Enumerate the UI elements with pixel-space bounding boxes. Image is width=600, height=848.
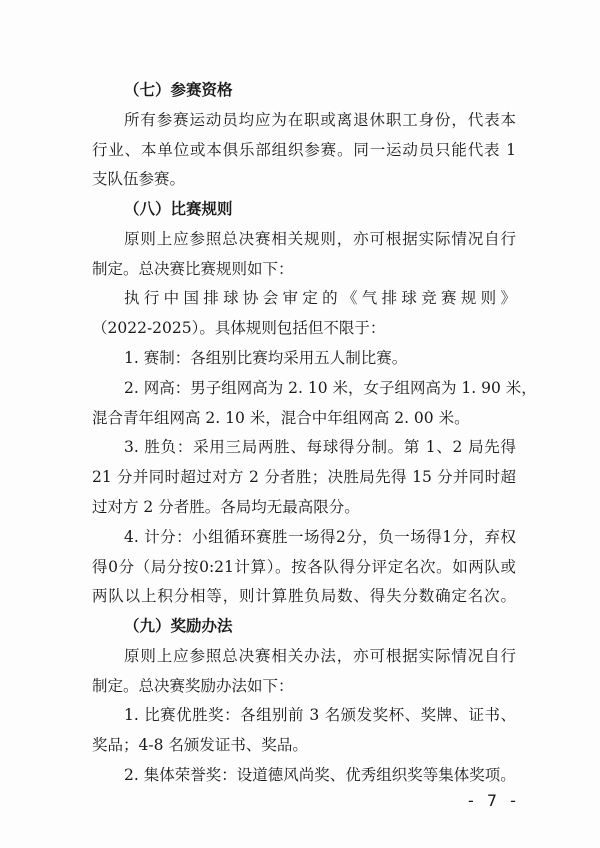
body-text-line: 所有参赛运动员均应为在职或离退休职工身份，代表本 bbox=[124, 111, 516, 129]
award-item-winners: 1. 比赛优胜奖：各组别前 3 名颁发奖杯、奖牌、证书、 bbox=[124, 706, 516, 724]
section-heading-awards: （九）奖励办法 bbox=[124, 617, 233, 635]
body-text-line: 奖品；4-8 名颁发证书、奖品。 bbox=[92, 736, 308, 754]
body-text-line: 执行中国排球协会审定的《气排球竞赛规则》 bbox=[124, 289, 516, 307]
body-text-line: 原则上应参照总决赛相关办法，亦可根据实际情况自行 bbox=[124, 647, 516, 665]
body-text-line: 行业、本单位或本俱乐部组织参赛。同一运动员只能代表 1 bbox=[92, 141, 516, 159]
body-text-line: 两队以上积分相等，则计算胜负局数、得失分数确定名次。 bbox=[92, 587, 516, 605]
section-heading-qualification: （七）参赛资格 bbox=[124, 81, 233, 99]
body-text-line: 21 分并同时超过对方 2 分者胜；决胜局先得 15 分并同时超 bbox=[92, 468, 516, 486]
body-text-line: 过对方 2 分者胜。各局均无最高限分。 bbox=[92, 498, 360, 516]
body-text-line: （2022-2025）。具体规则包括但不限于： bbox=[92, 319, 386, 337]
rule-item-scoring: 4. 计分：小组循环赛胜一场得2分，负一场得1分，弃权 bbox=[124, 528, 516, 546]
body-text-line: 得0分（局分按0:21计算）。按各队得分评定名次。如两队或 bbox=[92, 558, 516, 576]
rule-item-win-loss: 3. 胜负：采用三局两胜、每球得分制。第 1、2 局先得 bbox=[124, 438, 516, 456]
body-text-line: 支队伍参赛。 bbox=[92, 170, 186, 188]
rule-item-format: 1. 赛制：各组别比赛均采用五人制比赛。 bbox=[124, 349, 408, 367]
rule-item-net-height: 2. 网高：男子组网高为 2. 10 米，女子组网高为 1. 90 米， bbox=[124, 379, 537, 397]
body-text-line: 混合青年组网高 2. 10 米，混合中年组网高 2. 00 米。 bbox=[92, 409, 470, 427]
section-heading-rules: （八）比赛规则 bbox=[124, 200, 233, 218]
body-text-line: 原则上应参照总决赛相关规则，亦可根据实际情况自行 bbox=[124, 230, 516, 248]
page-number: - 7 - bbox=[468, 791, 520, 810]
body-text-line: 制定。总决赛奖励办法如下： bbox=[92, 677, 294, 695]
award-item-collective: 2. 集体荣誉奖：设道德风尚奖、优秀组织奖等集体奖项。 bbox=[124, 766, 516, 784]
body-text-line: 制定。总决赛比赛规则如下： bbox=[92, 260, 294, 278]
